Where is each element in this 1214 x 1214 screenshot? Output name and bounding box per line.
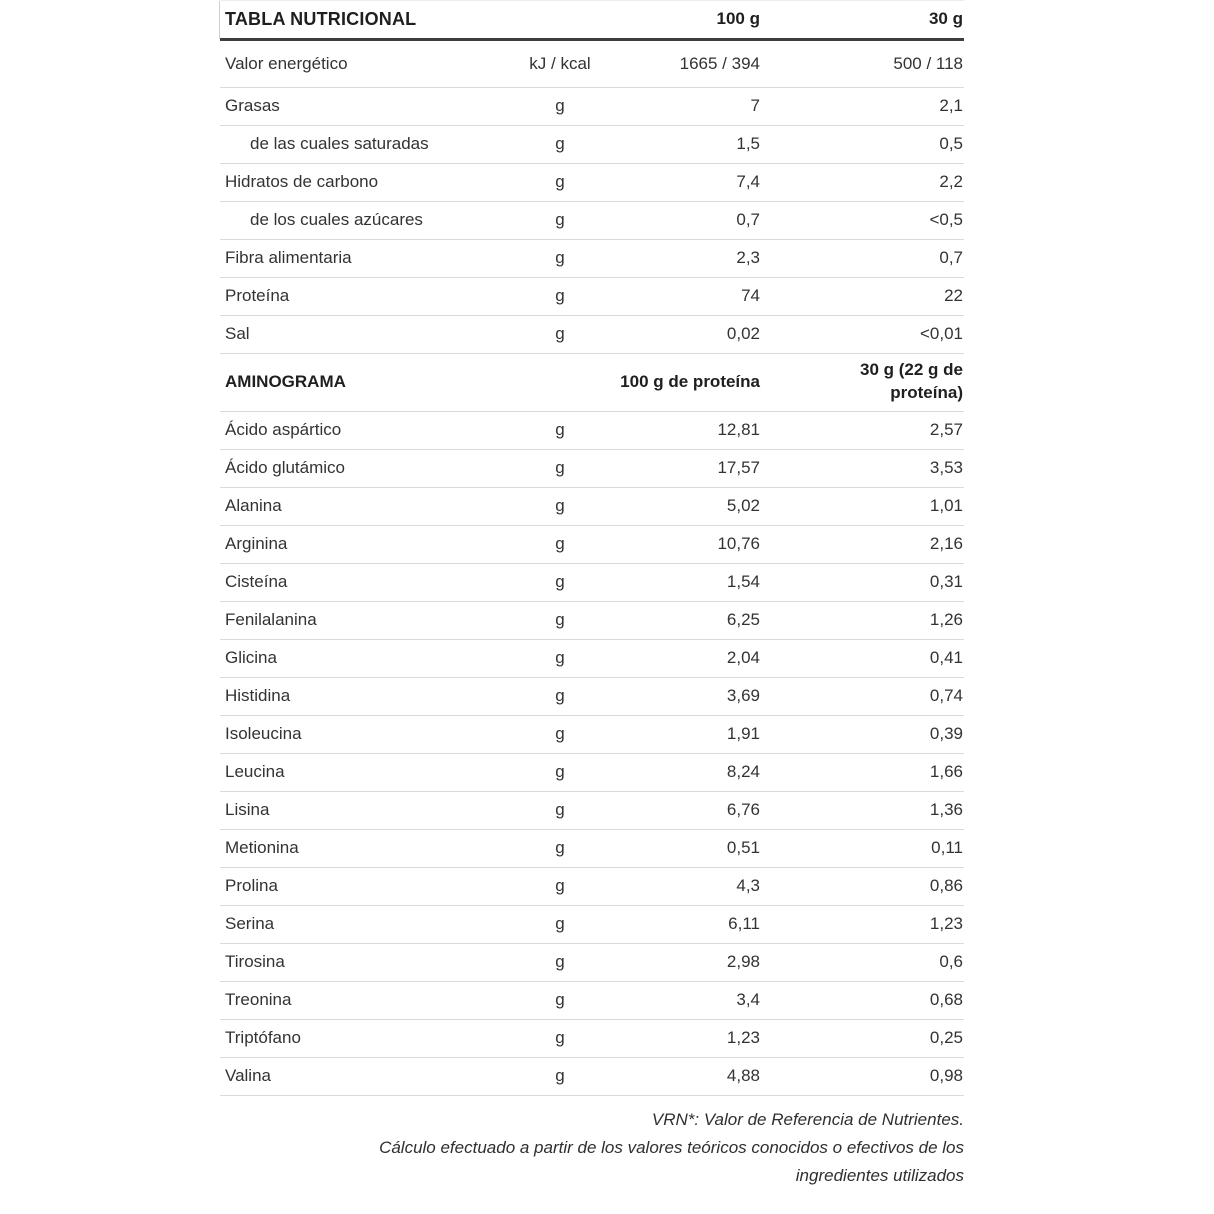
row-value-100g: 6,25 xyxy=(726,610,760,629)
row-value-30g: 0,68 xyxy=(929,990,963,1009)
row-value-30g: 2,16 xyxy=(929,534,963,553)
nutrition-table xyxy=(220,1,964,1096)
row-value-30g: 2,2 xyxy=(939,172,963,191)
row-label: de los cuales azúcares xyxy=(250,210,423,229)
aminogram-row xyxy=(220,829,964,867)
row-unit: g xyxy=(555,96,565,115)
row-value-100g: 3,69 xyxy=(726,686,760,705)
row-unit: g xyxy=(555,210,565,229)
row-unit: g xyxy=(555,610,565,629)
row-label: Lisina xyxy=(225,800,270,819)
row-unit: g xyxy=(555,248,565,267)
aminogram-row xyxy=(220,867,964,905)
row-value-30g: 0,6 xyxy=(939,952,963,971)
row-value-100g: 8,24 xyxy=(726,762,760,781)
aminogram-row xyxy=(220,525,964,563)
row-value-100g: 4,3 xyxy=(736,876,760,895)
col-header-100g: 100 g xyxy=(660,1,761,39)
row-value-30g: 0,39 xyxy=(929,724,963,743)
row-value-30g: 1,66 xyxy=(929,762,963,781)
row-unit: g xyxy=(555,990,565,1009)
row-value-100g: 1,23 xyxy=(726,1028,760,1047)
aminogram-row xyxy=(220,677,964,715)
row-value-100g: 74 xyxy=(741,286,760,305)
aminogram-row xyxy=(220,1057,964,1095)
aminogram-row xyxy=(220,1019,964,1057)
aminogram-col-header-100g: 100 g de proteína xyxy=(620,372,760,391)
row-value-30g: 0,86 xyxy=(929,876,963,895)
row-value-30g: 0,25 xyxy=(929,1028,963,1047)
row-label: de las cuales saturadas xyxy=(250,134,429,153)
row-value-100g: 6,76 xyxy=(726,800,760,819)
row-value-30g: 3,53 xyxy=(929,458,963,477)
aminogram-row xyxy=(220,943,964,981)
row-unit: kJ / kcal xyxy=(529,53,591,73)
nutrition-row xyxy=(220,39,964,87)
aminogram-row xyxy=(220,639,964,677)
row-label: Proteína xyxy=(225,286,290,305)
row-value-100g: 6,11 xyxy=(728,914,760,933)
row-value-100g: 12,81 xyxy=(717,420,760,439)
row-unit: g xyxy=(555,800,565,819)
nutrition-row xyxy=(220,277,964,315)
row-label: Cisteína xyxy=(225,572,288,591)
row-unit: g xyxy=(555,172,565,191)
row-unit: g xyxy=(555,876,565,895)
nutrition-row xyxy=(220,239,964,277)
row-value-30g: 1,23 xyxy=(929,914,963,933)
row-value-30g: 0,74 xyxy=(929,686,963,705)
aminogram-row xyxy=(220,791,964,829)
row-label: Fenilalanina xyxy=(225,610,317,629)
row-value-30g: <0,01 xyxy=(919,324,963,343)
aminogram-row xyxy=(220,487,964,525)
footnote-calculation: Cálculo efectuado a partir de los valores teóricos conocidos o efectivos de los ingredientes utilizados xyxy=(379,1137,964,1185)
row-label: Isoleucina xyxy=(225,724,302,743)
row-value-30g: 22 xyxy=(944,286,963,305)
row-value-100g: 4,88 xyxy=(726,1066,760,1085)
row-unit: g xyxy=(555,420,565,439)
row-value-30g: <0,5 xyxy=(929,210,963,229)
row-value-30g: 0,5 xyxy=(939,134,963,153)
row-unit: g xyxy=(555,572,565,591)
row-value-30g: 1,01 xyxy=(929,496,963,515)
aminogram-rows-body xyxy=(220,411,964,1095)
row-value-100g: 5,02 xyxy=(726,496,760,515)
row-label: Ácido glutámico xyxy=(225,458,346,477)
aminogram-row xyxy=(220,715,964,753)
table-header-row xyxy=(220,1,964,39)
row-label: Ácido aspártico xyxy=(225,420,342,439)
nutrition-row xyxy=(220,87,964,125)
row-unit: g xyxy=(555,1028,565,1047)
row-unit: g xyxy=(555,1066,565,1085)
aminogram-row xyxy=(220,753,964,791)
row-label: Sal xyxy=(225,324,250,343)
row-value-100g: 1,91 xyxy=(726,724,760,743)
nutrition-row xyxy=(220,125,964,163)
nutrition-row xyxy=(220,315,964,353)
row-label: Leucina xyxy=(225,762,285,781)
row-unit: g xyxy=(555,762,565,781)
row-value-30g: 0,31 xyxy=(929,572,963,591)
aminogram-col-header-30g xyxy=(761,353,964,411)
row-value-100g: 2,3 xyxy=(736,248,760,267)
row-unit: g xyxy=(555,134,565,153)
row-value-100g: 0,7 xyxy=(736,210,760,229)
row-unit: g xyxy=(555,534,565,553)
unit-column-header xyxy=(460,1,660,39)
row-value-30g: 0,41 xyxy=(929,648,963,667)
row-value-30g: 500 / 118 xyxy=(893,53,963,73)
row-unit: g xyxy=(555,496,565,515)
row-value-100g: 2,98 xyxy=(726,952,760,971)
nutrition-rows-body xyxy=(220,39,964,353)
row-value-100g: 1665 / 394 xyxy=(679,53,760,73)
row-label: Treonina xyxy=(225,990,292,1009)
aminogram-row xyxy=(220,981,964,1019)
footnote-vrn: VRN*: Valor de Referencia de Nutrientes. xyxy=(651,1109,964,1129)
row-label: Valina xyxy=(225,1066,271,1085)
aminogram-row xyxy=(220,905,964,943)
row-unit: g xyxy=(555,686,565,705)
row-value-30g: 2,1 xyxy=(939,96,963,115)
row-value-100g: 0,02 xyxy=(726,324,760,343)
row-unit: g xyxy=(555,838,565,857)
row-value-30g: 0,7 xyxy=(939,248,963,267)
aminogram-col-header-30g-text: 30 g (22 g de proteína) xyxy=(860,360,963,402)
aminogram-title: AMINOGRAMA xyxy=(225,372,346,391)
row-value-30g: 1,26 xyxy=(929,610,963,629)
row-unit: g xyxy=(555,952,565,971)
nutrition-table-card xyxy=(220,0,964,1190)
row-label: Tirosina xyxy=(225,952,285,971)
row-value-100g: 7 xyxy=(750,96,760,115)
row-label: Triptófano xyxy=(225,1028,301,1047)
row-label: Valor energético xyxy=(225,53,348,73)
row-value-100g: 2,04 xyxy=(726,648,760,667)
aminogram-row xyxy=(220,411,964,449)
header-left-hairline xyxy=(219,1,220,39)
row-unit: g xyxy=(555,724,565,743)
row-label: Glicina xyxy=(225,648,277,667)
row-value-30g: 0,98 xyxy=(929,1066,963,1085)
row-label: Arginina xyxy=(225,534,288,553)
nutrition-row xyxy=(220,163,964,201)
row-label: Fibra alimentaria xyxy=(225,248,352,267)
row-unit: g xyxy=(555,648,565,667)
row-value-100g: 1,5 xyxy=(736,134,760,153)
row-value-30g: 1,36 xyxy=(929,800,963,819)
row-unit: g xyxy=(555,458,565,477)
row-unit: g xyxy=(555,286,565,305)
row-unit: g xyxy=(555,914,565,933)
row-value-100g: 1,54 xyxy=(726,572,760,591)
row-unit: g xyxy=(555,324,565,343)
row-value-30g: 2,57 xyxy=(929,420,963,439)
row-value-30g: 0,11 xyxy=(931,838,963,857)
row-label: Alanina xyxy=(225,496,282,515)
table-title: TABLA NUTRICIONAL xyxy=(220,1,460,39)
row-label: Metionina xyxy=(225,838,299,857)
row-label: Grasas xyxy=(225,96,280,115)
aminogram-row xyxy=(220,563,964,601)
row-value-100g: 3,4 xyxy=(736,990,760,1009)
row-label: Hidratos de carbono xyxy=(225,172,379,191)
aminogram-row xyxy=(220,449,964,487)
row-label: Histidina xyxy=(225,686,291,705)
row-value-100g: 0,51 xyxy=(726,838,760,857)
row-label: Prolina xyxy=(225,876,278,895)
nutrition-row xyxy=(220,201,964,239)
aminogram-header-row xyxy=(220,353,964,411)
footnote xyxy=(220,1106,964,1190)
row-value-100g: 17,57 xyxy=(717,458,760,477)
col-header-30g: 30 g xyxy=(761,1,964,39)
aminogram-row xyxy=(220,601,964,639)
row-value-100g: 10,76 xyxy=(717,534,760,553)
row-label: Serina xyxy=(225,914,275,933)
row-value-100g: 7,4 xyxy=(736,172,760,191)
